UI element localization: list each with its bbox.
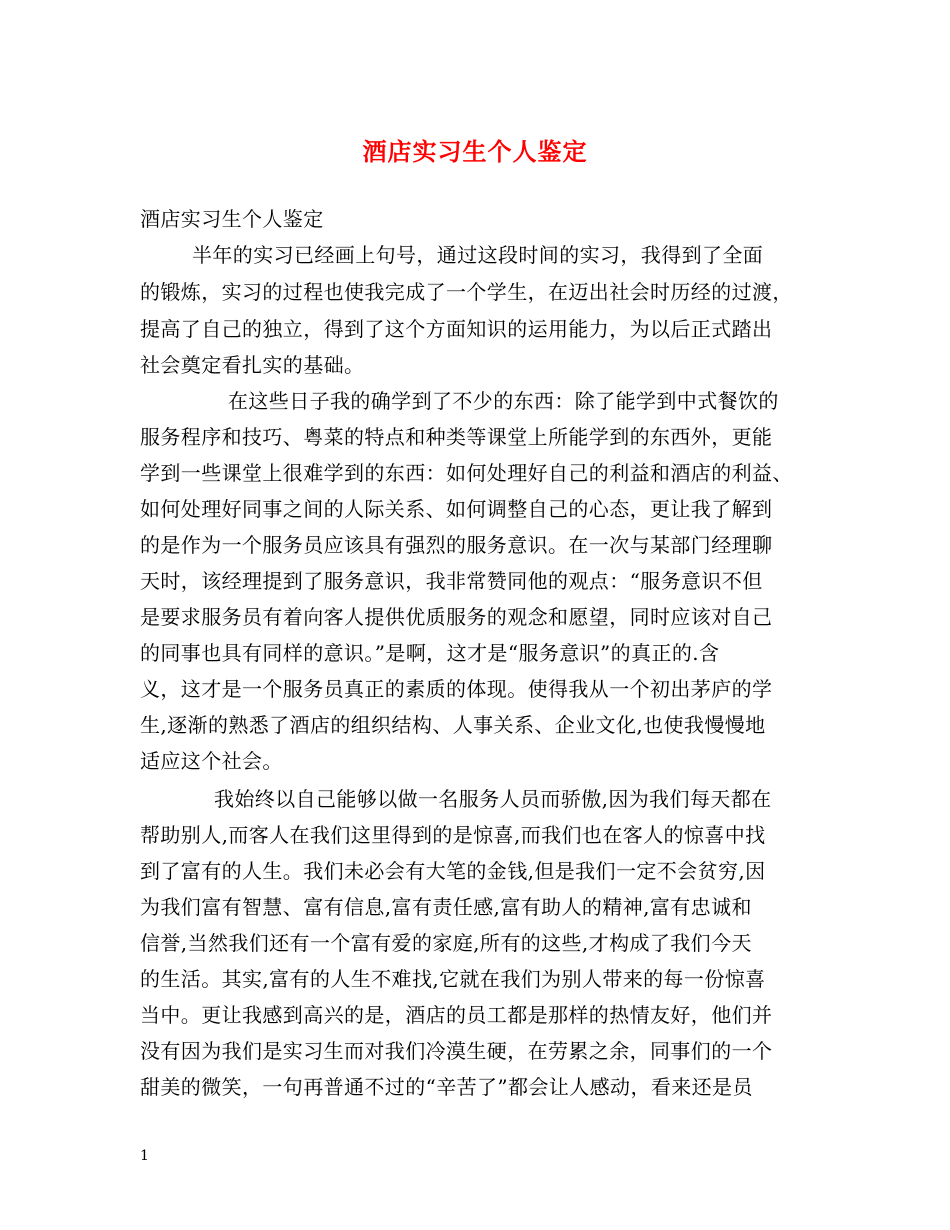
text-line: 甜美的微笑，一句再普通不过的“辛苦了”都会让人感动，看来还是员 [140, 1075, 753, 1099]
text-line: 信誉,当然我们还有一个富有爱的家庭,所有的这些,才构成了我们今天 [140, 931, 752, 955]
text-line: 的锻炼，实习的过程也使我完成了一个学生，在迈出社会时历经的过渡， [140, 280, 793, 304]
text-line: 提高了自己的独立，得到了这个方面知识的运用能力，为以后正式踏出 [140, 317, 773, 341]
text-line: 是要求服务员有着向客人提供优质服务的观念和愿望，同时应该对自己 [140, 605, 773, 629]
text-line: 服务程序和技巧、粤菜的特点和种类等课堂上所能学到的东西外，更能 [140, 425, 773, 449]
text-line: 社会奠定看扎实的基础。 [140, 353, 365, 377]
text-line: 天时，该经理提到了服务意识，我非常赞同他的观点：“服务意识不但 [140, 569, 763, 593]
text-line: 的生活。其实,富有的人生不难找,它就在我们为别人带来的每一份惊喜 [140, 967, 766, 991]
text-line: 的同事也具有同样的意识。”是啊，这才是“服务意识”的真正的.含 [140, 641, 720, 665]
text-line: 没有因为我们是实习生而对我们冷漠生硬，在劳累之余，同事们的一个 [140, 1039, 773, 1063]
text-line: 在这些日子我的确学到了不少的东西：除了能学到中式餐饮的 [228, 389, 779, 413]
text-line: 的是作为一个服务员应该具有强烈的服务意识。在一次与某部门经理聊 [140, 533, 773, 557]
text-line: 为我们富有智慧、富有信息,富有责任感,富有助人的精神,富有忠诚和 [140, 895, 752, 919]
text-line: 我始终以自己能够以做一名服务人员而骄傲,因为我们每天都在 [214, 787, 772, 811]
text-line: 学到一些课堂上很难学到的东西：如何处理好自己的利益和酒店的利益、 [140, 461, 793, 485]
text-line: 到了富有的人生。我们未必会有大笔的金钱,但是我们一定不会贫穷,因 [140, 859, 766, 883]
text-line: 生,逐渐的熟悉了酒店的组织结构、人事关系、企业文化,也使我慢慢地 [140, 713, 766, 737]
text-line: 适应这个社会。 [140, 749, 283, 773]
subtitle-line: 酒店实习生个人鉴定 [140, 207, 324, 231]
text-line: 半年的实习已经画上句号，通过这段时间的实习，我得到了全面 [192, 243, 764, 267]
text-line: 如何处理好同事之间的人际关系、如何调整自己的心态，更让我了解到 [140, 497, 773, 521]
document-title: 酒店实习生个人鉴定 [362, 137, 588, 166]
text-line: 当中。更让我感到高兴的是，酒店的员工都是那样的热情友好，他们并 [140, 1003, 773, 1027]
page-number: 1 [140, 1148, 149, 1164]
text-line: 义，这才是一个服务员真正的素质的体现。使得我从一个初出茅庐的学 [140, 677, 773, 701]
text-line: 帮助别人,而客人在我们这里得到的是惊喜,而我们也在客人的惊喜中找 [140, 823, 766, 847]
